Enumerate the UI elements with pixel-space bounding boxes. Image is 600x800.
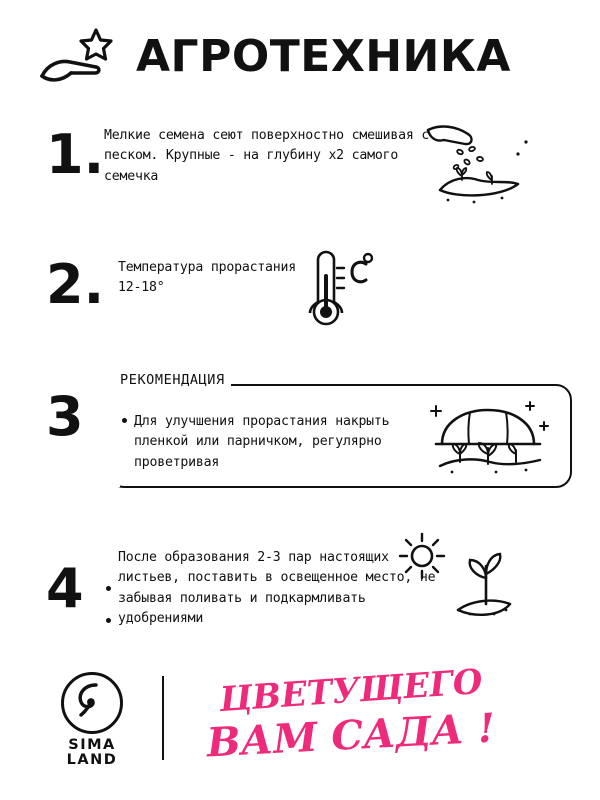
step-4-number: 4: [46, 557, 84, 620]
logo-name-line2: LAND: [66, 752, 118, 769]
sun-and-sprout-icon: [390, 530, 530, 620]
step-4: [46, 530, 574, 650]
bullet-point: [122, 418, 127, 423]
slogan-line-2: ВАМ САДА !: [205, 704, 497, 767]
bullet-point: [106, 618, 111, 623]
step-1: [46, 118, 570, 208]
step-3-text: Для улучшения прорастания накрыть пленкой или парничком, регулярно проветривая: [134, 414, 390, 470]
step-1-text: Мелкие семена сеют поверхностно смешивая с песком. Крупные - на глубину х2 самого семечка: [104, 128, 430, 184]
footer-divider: [162, 676, 164, 760]
hand-sowing-seeds-icon: [422, 118, 552, 208]
header: [38, 22, 570, 92]
step-3-number: 3: [46, 385, 84, 448]
bullet-point: [106, 586, 111, 591]
footer: [46, 661, 570, 772]
step-2-number: 2.: [46, 253, 105, 316]
step-1-number: 1.: [46, 123, 105, 186]
step-2-text: Температура прорастания 12-18°: [118, 260, 297, 296]
thermometer-celsius-icon: [296, 246, 376, 336]
step-2: [46, 250, 570, 340]
slogan: [186, 661, 516, 767]
slogan-line-1: ЦВЕТУЩЕГО: [218, 661, 484, 721]
page-title: АГРОТЕХНИКА: [136, 31, 511, 82]
sima-land-logo-icon: [61, 672, 123, 734]
step-4-text: После образования 2-3 пар настоящих листьев, поставить в освещенное место, не забывая поливать и подкармливать удобрениями: [118, 550, 436, 627]
hand-with-star-icon: [38, 26, 130, 88]
recommendation-label: РЕКОМЕНДАЦИЯ: [114, 372, 231, 388]
greenhouse-sprouts-icon: [430, 400, 550, 478]
sima-land-logo: [50, 672, 134, 768]
step-3: [46, 362, 570, 502]
logo-name-line1: SIMA: [68, 737, 116, 753]
